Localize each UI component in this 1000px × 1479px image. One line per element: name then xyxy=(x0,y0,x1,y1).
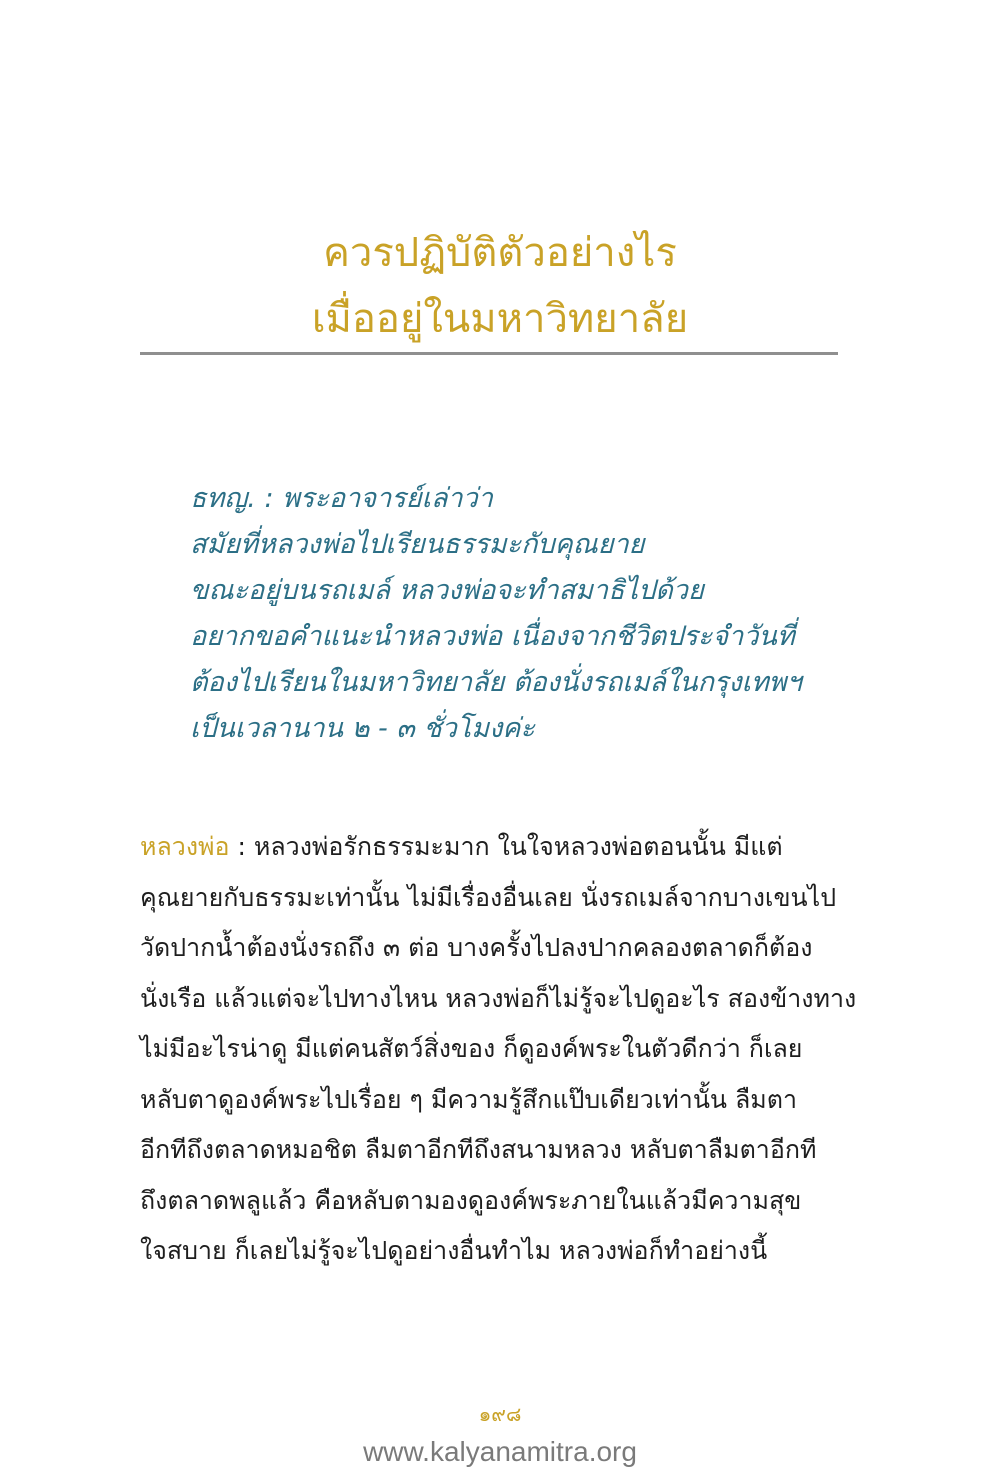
question-line: ต้องไปเรียนในมหาวิทยาลัย ต้องนั่งรถเมล์ในกรุงเทพฯ xyxy=(190,667,802,698)
page-number: ๑๙๘ xyxy=(478,1402,522,1426)
answer-line: อีกทีถึงตลาดหมอชิต ลืมตาอีกทีถึงสนามหลวง หลับตาลืมตาอีกที xyxy=(140,1135,817,1164)
answer-line: ใจสบาย ก็เลยไม่รู้จะไปดูอย่างอื่นทำไม หลวงพ่อก็ทำอย่างนี้ xyxy=(140,1236,768,1265)
website-link[interactable]: www.kalyanamitra.org xyxy=(363,1436,637,1467)
title-line-2: เมื่ออยู่ในมหาวิทยาลัย xyxy=(311,296,689,342)
answer-first-line-text: : หลวงพ่อรักธรรมะมาก ในใจหลวงพ่อตอนนั้น มีแต่ xyxy=(229,832,783,861)
page-title xyxy=(0,220,1000,352)
answer-line: ไม่มีอะไรน่าดู มีแต่คนสัตว์สิ่งของ ก็ดูองค์พระในตัวดีกว่า ก็เลย xyxy=(140,1034,803,1063)
question-line: เป็นเวลานาน ๒ - ๓ ชั่วโมงค่ะ xyxy=(190,713,535,744)
question-line: ขณะอยู่บนรถเมล์ หลวงพ่อจะทำสมาธิไปด้วย xyxy=(190,575,704,606)
question-line: สมัยที่หลวงพ่อไปเรียนธรรมะกับคุณยาย xyxy=(190,529,645,560)
question-line: ธทญ. : พระอาจารย์เล่าว่า xyxy=(190,483,493,514)
answer-line: ถึงตลาดพลูแล้ว คือหลับตามองดูองค์พระภายในแล้วมีความสุข xyxy=(140,1185,802,1215)
question-block xyxy=(190,476,850,752)
answer-line: คุณยายกับธรรมะเท่านั้น ไม่มีเรื่องอื่นเลย นั่งรถเมล์จากบางเขนไป xyxy=(140,882,837,912)
question-line: อยากขอคำแนะนำหลวงพ่อ เนื่องจากชีวิตประจำวันที่ xyxy=(190,621,795,652)
answer-line: หลับตาดูองค์พระไปเรื่อย ๆ มีความรู้สึกแป๊บเดียวเท่านั้น ลืมตา xyxy=(140,1084,798,1114)
answer-speaker: หลวงพ่อ xyxy=(140,832,230,861)
title-line-1: ควรปฏิบัติตัวอย่างไร xyxy=(323,230,677,276)
answer-line: นั่งเรือ แล้วแต่จะไปทางไหน หลวงพ่อก็ไม่รู้จะไปดูอะไร สองข้างทาง xyxy=(140,983,857,1013)
answer-line: วัดปากน้ำต้องนั่งรถถึง ๓ ต่อ บางครั้งไปลงปากคลองตลาดก็ต้อง xyxy=(140,933,813,962)
answer-block xyxy=(140,822,857,1277)
title-divider xyxy=(140,352,838,355)
answer-first-line xyxy=(140,822,840,873)
